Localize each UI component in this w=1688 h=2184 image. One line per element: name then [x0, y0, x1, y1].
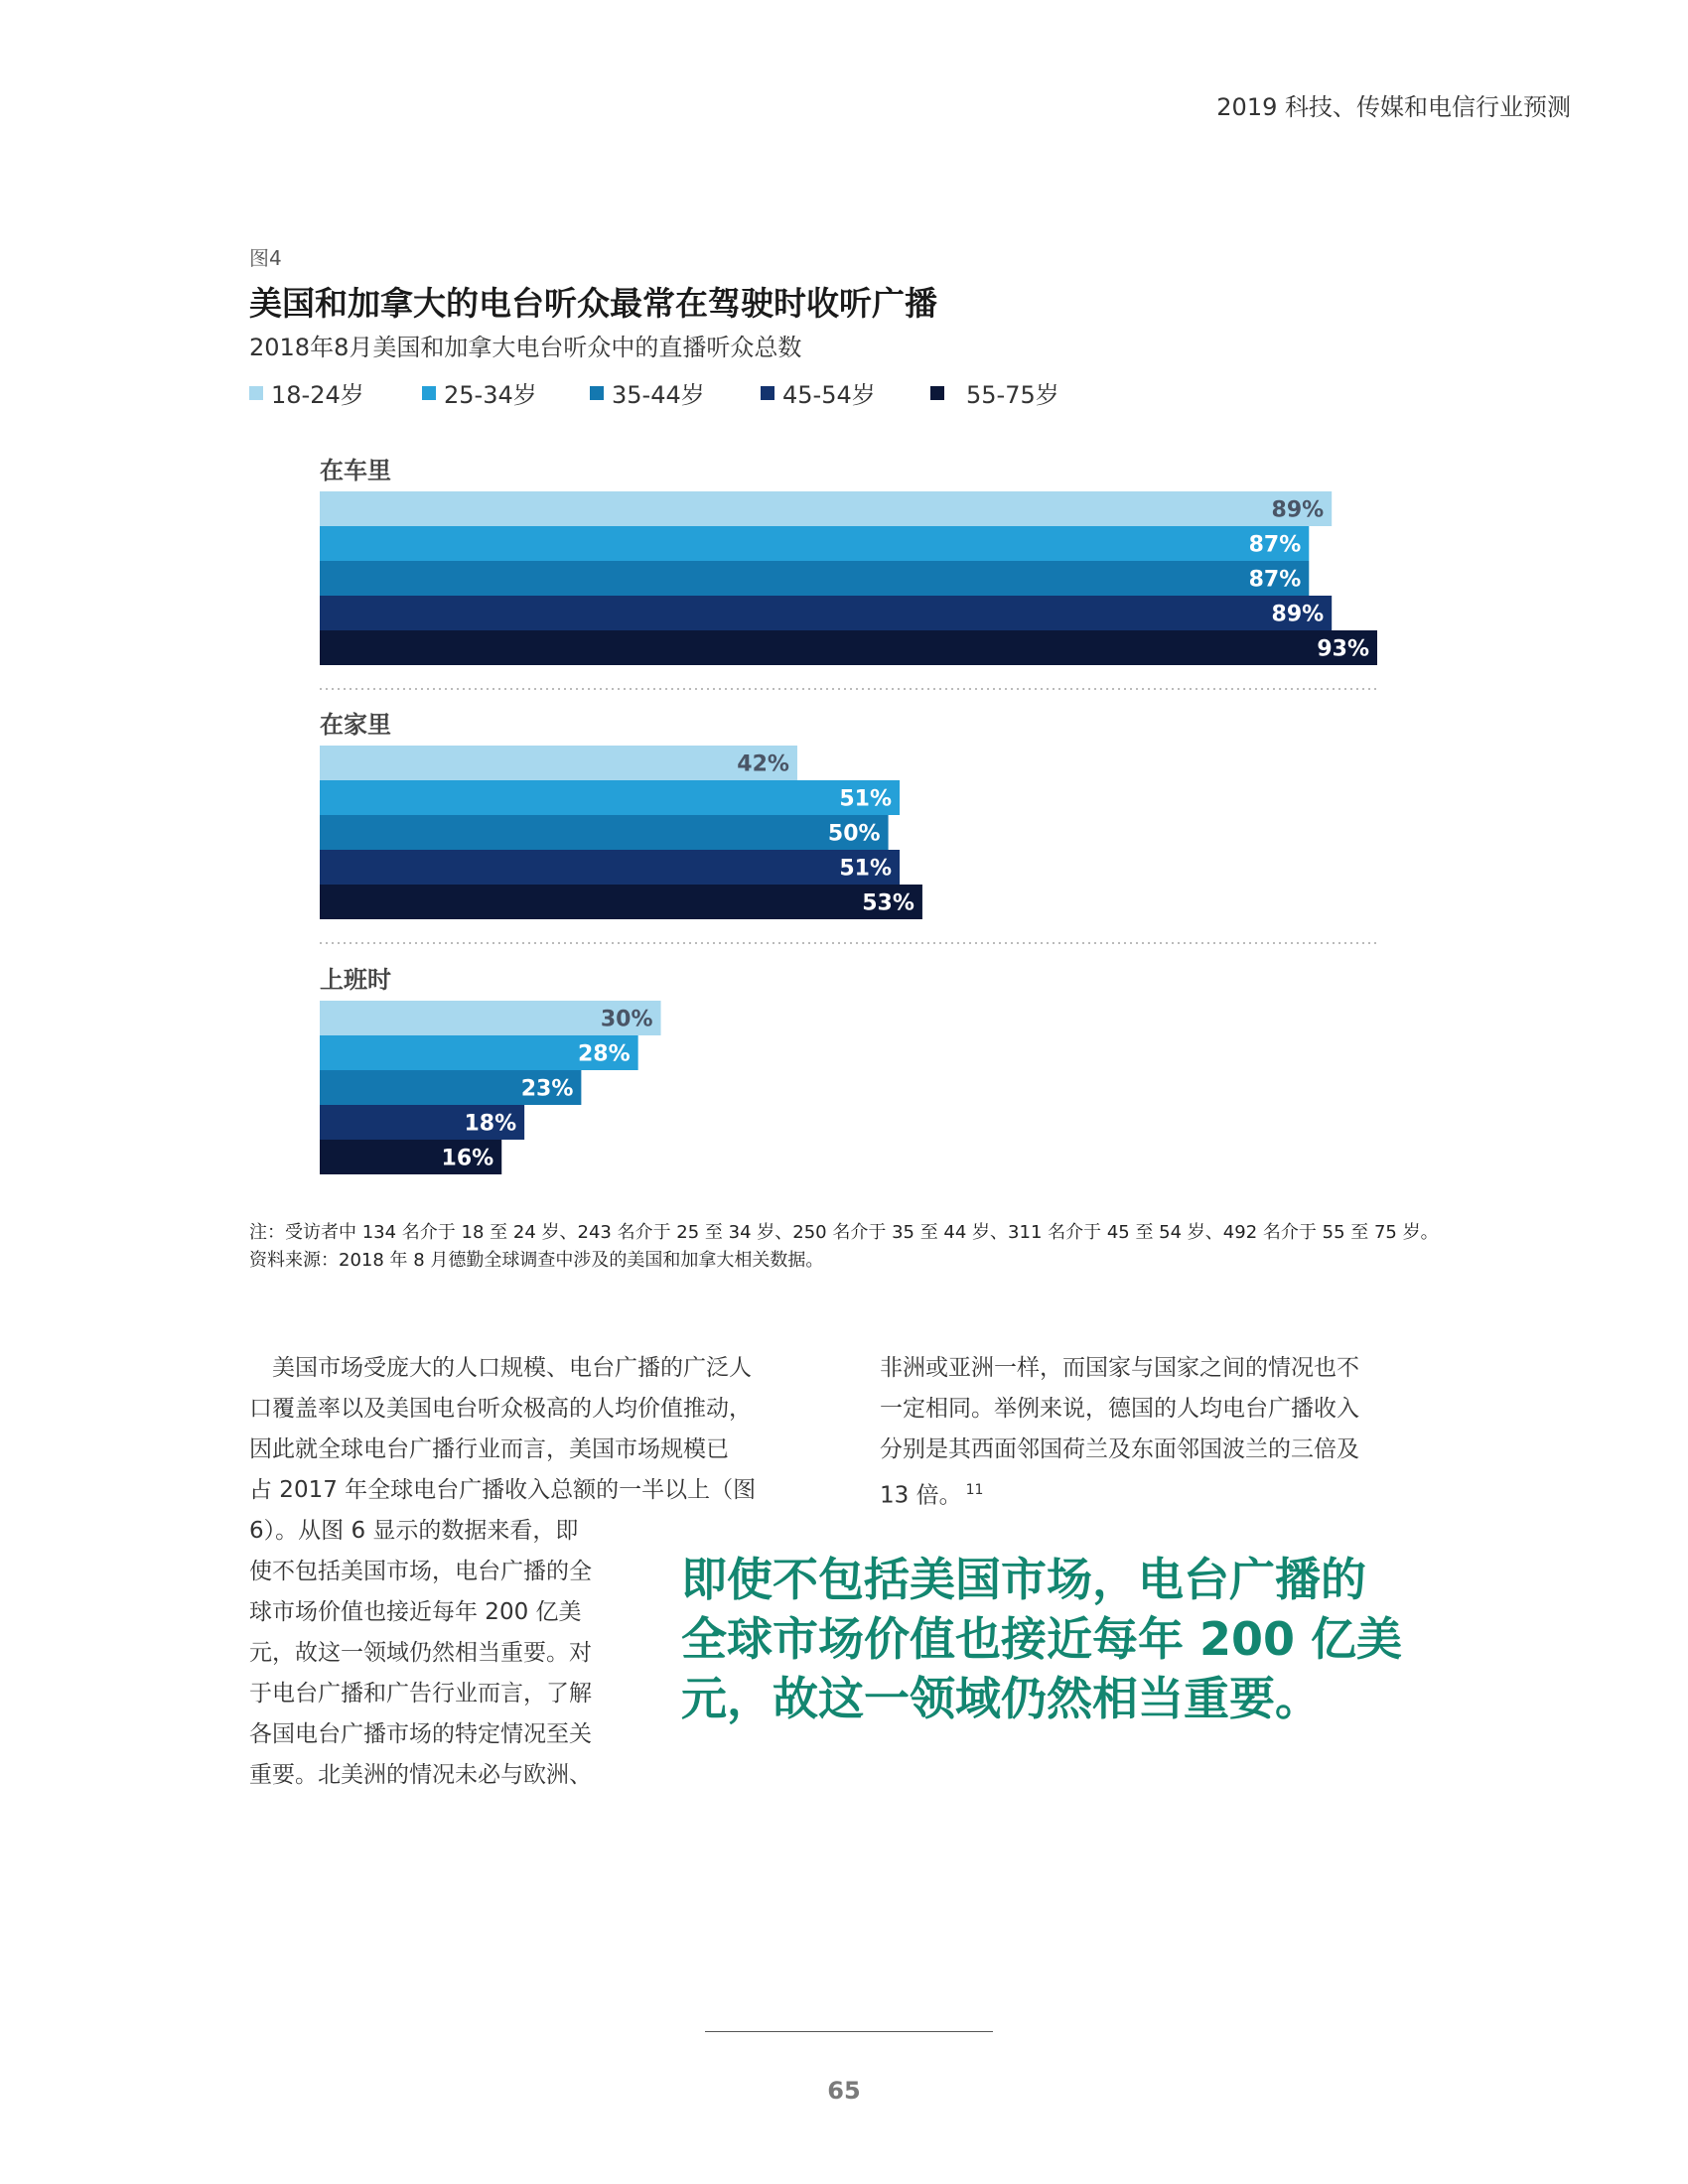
bar-value-label: 18%: [464, 1111, 517, 1137]
body-line: 13 倍。: [880, 1482, 962, 1509]
figure-label: 图4: [249, 246, 282, 270]
pull-quote-line: 元，故这一领域仍然相当重要。: [681, 1672, 1321, 1725]
bar-value-label: 93%: [1317, 636, 1369, 662]
group-label: 上班时: [320, 966, 391, 994]
figure-title: 美国和加拿大的电台听众最常在驾驶时收听广播: [249, 284, 937, 323]
legend-label: 25-34岁: [444, 381, 537, 409]
bar-value-label: 42%: [737, 751, 789, 777]
bar: [320, 780, 900, 815]
bar-value-label: 89%: [1271, 602, 1325, 627]
body-column-2: [880, 1348, 1436, 1517]
pull-quote-line: 全球市场价值也接近每年 200 亿美: [681, 1612, 1403, 1666]
pull-quote: [681, 1550, 1436, 1728]
figure-source: 资料来源：2018 年 8 月德勤全球调查中涉及的美国和加拿大相关数据。: [249, 1250, 824, 1271]
legend-label: 55-75岁: [966, 381, 1059, 409]
body-line: 一定相同。举例来说，德国的人均电台广播收入: [880, 1396, 1359, 1422]
bar: [320, 561, 1309, 596]
bar: [320, 815, 889, 850]
figure-notes: [249, 1219, 1439, 1275]
bar-value-label: 16%: [441, 1146, 494, 1171]
legend-label: 35-44岁: [612, 381, 705, 409]
bar: [320, 491, 1332, 526]
bar-value-label: 51%: [839, 786, 893, 812]
body-line: 各国电台广播市场的特定情况至关: [249, 1721, 592, 1747]
footnote-marker: 11: [965, 1482, 984, 1498]
bar-value-label: 89%: [1271, 497, 1325, 523]
body-line: 占 2017 年全球电台广播收入总额的一半以上（图: [249, 1477, 757, 1503]
legend-label: 45-54岁: [782, 381, 876, 409]
bar: [320, 850, 900, 885]
running-header: 2019 科技、传媒和电信行业预测: [1216, 93, 1571, 121]
bar: [320, 526, 1309, 561]
body-line: 使不包括美国市场，电台广播的全: [249, 1559, 592, 1584]
page-number: 65: [827, 2077, 861, 2105]
bar-value-label: 87%: [1248, 532, 1302, 558]
bar-value-label: 53%: [862, 890, 914, 916]
body-column-1-top: [249, 1348, 829, 1511]
body-line: 元，故这一领域仍然相当重要。对: [249, 1640, 592, 1666]
legend-label: 18-24岁: [271, 381, 364, 409]
bar-value-label: 28%: [577, 1041, 631, 1067]
body-line: 因此就全球电台广播行业而言，美国市场规模已: [249, 1436, 729, 1462]
footer-rule: [705, 2031, 993, 2032]
bar: [320, 630, 1377, 665]
bar-value-label: 51%: [839, 856, 893, 882]
body-line: 口覆盖率以及美国电台听众极高的人均价值推动，: [249, 1396, 752, 1422]
bar-value-label: 87%: [1248, 567, 1302, 593]
body-line: 分别是其西面邻国荷兰及东面邻国波兰的三倍及: [880, 1436, 1359, 1462]
group-label: 在车里: [320, 457, 391, 484]
body-column-1-narrow: [249, 1511, 646, 1796]
body-line: 重要。北美洲的情况未必与欧洲、: [249, 1762, 592, 1788]
bar-value-label: 23%: [520, 1076, 574, 1102]
figure-note: 注：受访者中 134 名介于 18 至 24 岁、243 名介于 25 至 34 岁、250 名介于 35 至 44 岁、311 名介于 45 至 54 岁、492 名介于 55 至 75 岁。: [249, 1222, 1439, 1243]
body-line: 6）。从图 6 显示的数据来看，即: [249, 1518, 579, 1544]
body-line-with-footnote: [880, 1470, 1436, 1517]
bar: [320, 596, 1332, 630]
group-label: 在家里: [320, 711, 391, 739]
figure-subtitle: 2018年8月美国和加拿大电台听众中的直播听众总数: [249, 334, 802, 361]
body-line: 球市场价值也接近每年 200 亿美: [249, 1599, 582, 1625]
bar: [320, 746, 797, 780]
bar-value-label: 30%: [600, 1007, 653, 1032]
body-line: 于电台广播和广告行业而言，了解: [249, 1681, 592, 1706]
body-line: 非洲或亚洲一样，而国家与国家之间的情况也不: [880, 1355, 1359, 1381]
bar: [320, 885, 922, 919]
body-line: 美国市场受庞大的人口规模、电台广播的广泛人: [249, 1355, 752, 1381]
bar-value-label: 50%: [827, 821, 881, 847]
pull-quote-line: 即使不包括美国市场，电台广播的: [681, 1553, 1366, 1606]
